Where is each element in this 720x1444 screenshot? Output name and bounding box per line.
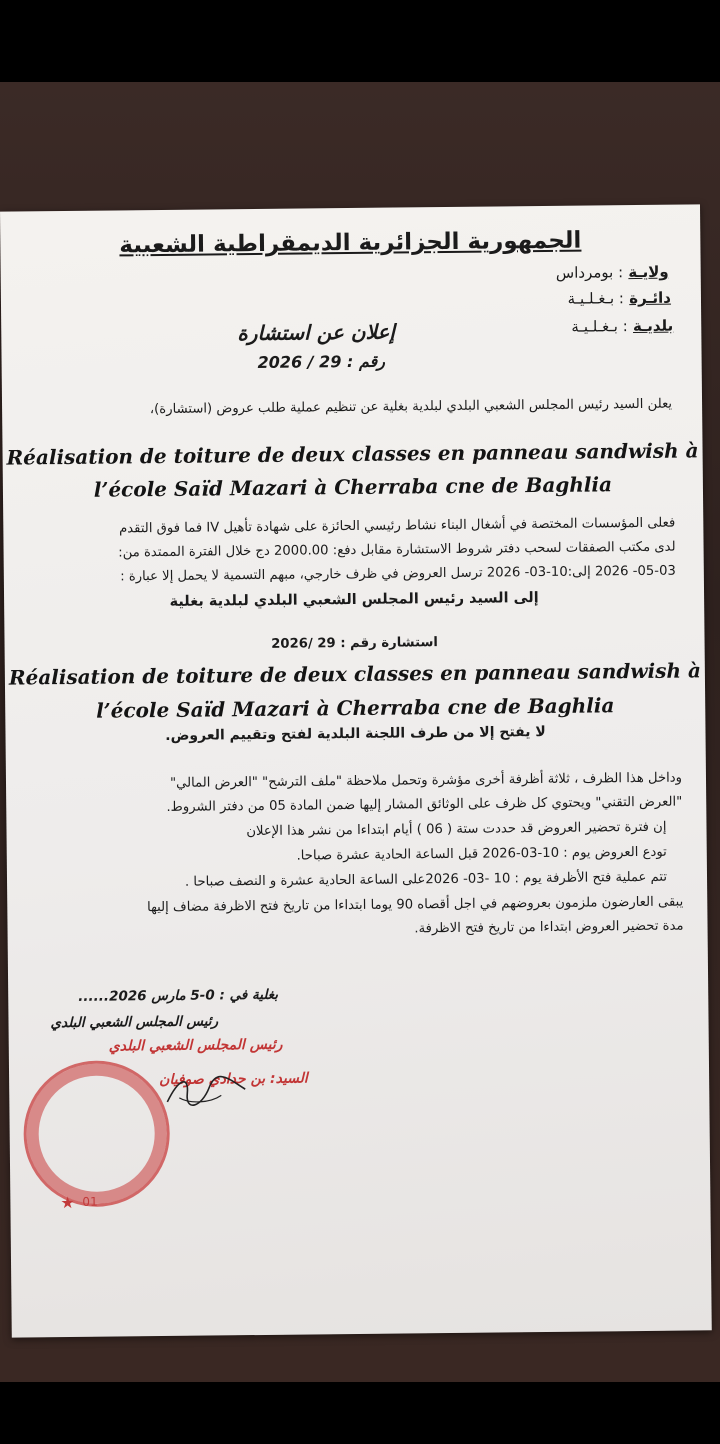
announcement-title: إعلان عن استشارة	[237, 319, 396, 346]
conditions-line-2: لدى مكتب الصفقات لسحب دفتر شروط الاستشارة مقابل دفع: 2000.00 دج خلال الفترة الممتدة من:	[118, 539, 676, 561]
daira-label: دائـرة	[629, 288, 672, 308]
project-title-line-2: l’école Saïd Mazari à Cherraba cne de Baghlia	[93, 472, 613, 502]
announcement-document	[0, 204, 712, 1337]
signature-place-date: بغلية في : 0-5 مارس 2026......	[78, 986, 279, 1005]
details-line-2: "العرض التقني" ويحتوي كل ظرف على الوثائق المشار إليها ضمن المادة 05 من دفتر الشروط.	[166, 794, 683, 815]
envelope-title-line-1: Réalisation de toiture de deux classes en panneau sandwish à	[8, 658, 701, 690]
envelope-title-line-2: l’école Saïd Mazari à Cherraba cne de Baghlia	[96, 693, 615, 723]
envelope-address: إلى السيد رئيس المجلس الشعبي البلدي لبلدية بغلية	[169, 590, 539, 610]
details-line-7: مدة تحضير العروض ابتداءا من تاريخ فتح الاظرفة.	[414, 918, 684, 937]
republic-heading: الجمهورية الجزائرية الديمقراطية الشعبية	[119, 227, 582, 259]
signature-title: رئيس المجلس الشعبي البلدي	[50, 1013, 219, 1032]
conditions-line-1: فعلى المؤسسات المختصة في أشغال البناء نشاط رئيسي الحائزة على شهادة تأهيل IV فما فوق التقدم	[118, 515, 676, 537]
daira-value: : بـغـلـيـة	[567, 289, 625, 308]
opening-date-line: تتم عملية فتح الأظرفة يوم : 10 -03- 2026على الساعة الحادية عشرة و النصف صباحا .	[184, 869, 668, 890]
project-title-line-1: Réalisation de toiture de deux classes en panneau sandwish à	[6, 438, 699, 470]
details-line-1: وداخل هذا الظرف ، ثلاثة أظرفة أخرى مؤشرة وتحمل ملاحظة "ملف الترشح" "العرض المالي"	[169, 770, 683, 791]
stamp-number: 01	[82, 1194, 98, 1209]
envelope-note: لا يفتح إلا من طرف اللجنة البلدية لفتح وتقييم العروض.	[165, 723, 546, 744]
wilaya-line	[556, 263, 669, 282]
stamp-star-icon: ★	[60, 1192, 75, 1213]
signatory-name: السيد: بن حدادي صوفيان	[159, 1070, 308, 1089]
handwritten-title: رئيس المجلس الشعبي البلدي	[108, 1036, 283, 1055]
baladiya-label: بلديـة	[632, 316, 674, 336]
bottom-bar	[0, 1382, 720, 1444]
wilaya-value: : بومرداس	[555, 263, 624, 282]
deposit-date-line: تودع العروض يوم : 10-03-2026 قبل الساعة الحادية عشرة صباحا.	[296, 844, 667, 864]
official-stamp	[23, 1060, 171, 1208]
details-line-6: يبقى العارضون ملزمون بعروضهم في اجل أقصاه 90 يوما ابتداءا من تاريخ فتح الاظرفة مضاف إليها	[146, 894, 684, 916]
handwritten-signature	[159, 1067, 249, 1114]
conditions-line-3: 05-03- 2026 إلى:10-03- 2026 ترسل العروض في ظرف خارجي، مبهم التسمية لا يحمل إلا عبارة :	[120, 563, 676, 585]
announcement-number: رقم : 29 / 2026	[257, 351, 386, 372]
wilaya-label: ولايـة	[628, 262, 669, 282]
intro-paragraph: يعلن السيد رئيس المجلس الشعبي البلدي لبلدية بغلية عن تنظيم عملية طلب عروض (استشارة)،	[149, 396, 673, 418]
envelope-number: استشارة رقم : 29 /2026	[271, 635, 439, 652]
baladiya-line	[571, 317, 673, 336]
details-line-3: إن فترة تحضير العروض قد حددت ستة ( 06 ) أيام ابتداءا من نشر هذا الإعلان	[246, 819, 667, 840]
daira-line	[567, 289, 671, 308]
baladiya-value: : بـغـلـيـة	[571, 317, 628, 336]
